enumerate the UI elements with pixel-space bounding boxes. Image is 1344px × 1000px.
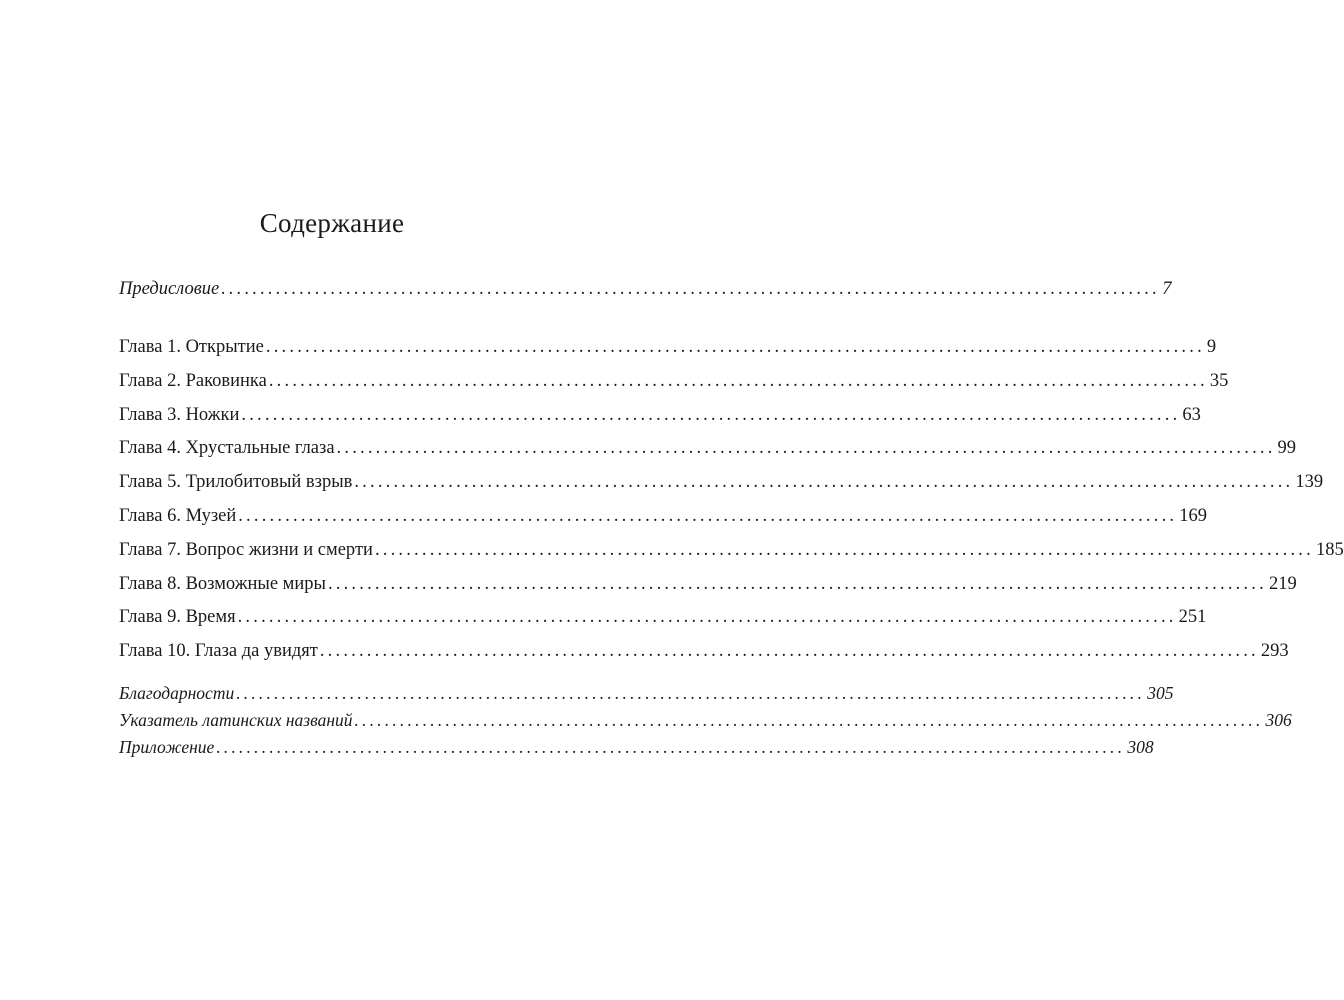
dot-leader: ........................................................................................................................ xyxy=(241,404,1181,425)
toc-entry xyxy=(119,607,1207,641)
dot-leader: ........................................................................................................................ xyxy=(336,438,1276,459)
toc-entry-page-number: 305 xyxy=(1147,683,1174,703)
dot-leader: ........................................................................................................................ xyxy=(237,607,1177,628)
toc-entry-page-number: 63 xyxy=(1182,404,1201,425)
toc-entry-page-number: 99 xyxy=(1277,438,1297,459)
dot-leader: ........................................................................................................................ xyxy=(319,641,1259,662)
toc-entry-page-number: 169 xyxy=(1179,505,1207,526)
toc-chapters-group xyxy=(119,337,1344,675)
dot-leader: ........................................................................................................................ xyxy=(216,737,1126,757)
toc-entry-page-number: 308 xyxy=(1127,737,1154,757)
toc-entry-title: Глава 3. Ножки xyxy=(119,404,240,425)
toc-entry-title: Глава 6. Музей xyxy=(119,505,237,526)
toc-entry-title: Глава 7. Вопрос жизни и смерти xyxy=(119,539,373,560)
toc-entry xyxy=(119,337,1217,371)
dot-leader: ........................................................................................................................ xyxy=(265,337,1205,357)
toc-entry-page-number: 306 xyxy=(1265,710,1292,730)
toc-entry xyxy=(119,641,1289,675)
toc-back-matter-group xyxy=(119,683,1292,764)
toc-entry xyxy=(119,573,1297,608)
toc-entry-title: Глава 9. Время xyxy=(119,607,236,628)
toc-entry-page-number: 219 xyxy=(1268,573,1297,594)
toc-entry-title: Глава 4. Хрустальные глаза xyxy=(119,438,335,459)
toc-entry xyxy=(119,279,1172,307)
toc-entry xyxy=(119,472,1324,506)
toc-entry xyxy=(119,539,1344,574)
toc-entry-page-number: 293 xyxy=(1260,641,1289,662)
toc-entry xyxy=(119,505,1207,540)
toc-entry-page-number: 9 xyxy=(1206,337,1217,357)
toc-entry-title: Глава 10. Глаза да увидят xyxy=(119,641,318,662)
toc-entry-title: Предисловие xyxy=(119,279,220,299)
toc-entry xyxy=(119,404,1201,439)
toc-entry xyxy=(119,683,1174,710)
dot-leader: ........................................................................................................................ xyxy=(327,573,1267,594)
toc-entry-title: Указатель латинских названий xyxy=(119,710,353,730)
toc-entry-title: Благодарности xyxy=(119,683,235,703)
dot-leader: ........................................................................................................................ xyxy=(238,505,1178,526)
dot-leader: ........................................................................................................................ xyxy=(374,539,1314,560)
toc-entry-page-number: 251 xyxy=(1178,607,1207,628)
dot-leader: ........................................................................................................................ xyxy=(268,370,1208,391)
toc-entry-page-number: 7 xyxy=(1162,279,1172,299)
toc-entry-title: Приложение xyxy=(119,737,215,757)
toc-entry-page-number: 139 xyxy=(1295,472,1324,493)
toc-entry-title: Глава 5. Трилобитовый взрыв xyxy=(119,472,353,493)
dot-leader: ........................................................................................................................ xyxy=(354,472,1294,493)
toc-entry xyxy=(119,737,1154,764)
toc-entry xyxy=(119,710,1292,737)
toc-entry-title: Глава 1. Открытие xyxy=(119,337,264,357)
dot-leader: ........................................................................................................................ xyxy=(236,683,1146,703)
toc-entry-title: Глава 8. Возможные миры xyxy=(119,573,326,594)
toc-entry xyxy=(119,370,1229,405)
dot-leader: ........................................................................................................................ xyxy=(354,710,1264,730)
page-title: Содержание xyxy=(259,208,405,238)
toc-preface-group xyxy=(119,279,1172,307)
dot-leader: ........................................................................................................................ xyxy=(221,279,1161,299)
toc-entry-title: Глава 2. Раковинка xyxy=(119,370,267,391)
toc-entry-page-number: 185 xyxy=(1315,539,1344,560)
toc-entry xyxy=(119,438,1297,472)
toc-entry-page-number: 35 xyxy=(1209,370,1229,391)
